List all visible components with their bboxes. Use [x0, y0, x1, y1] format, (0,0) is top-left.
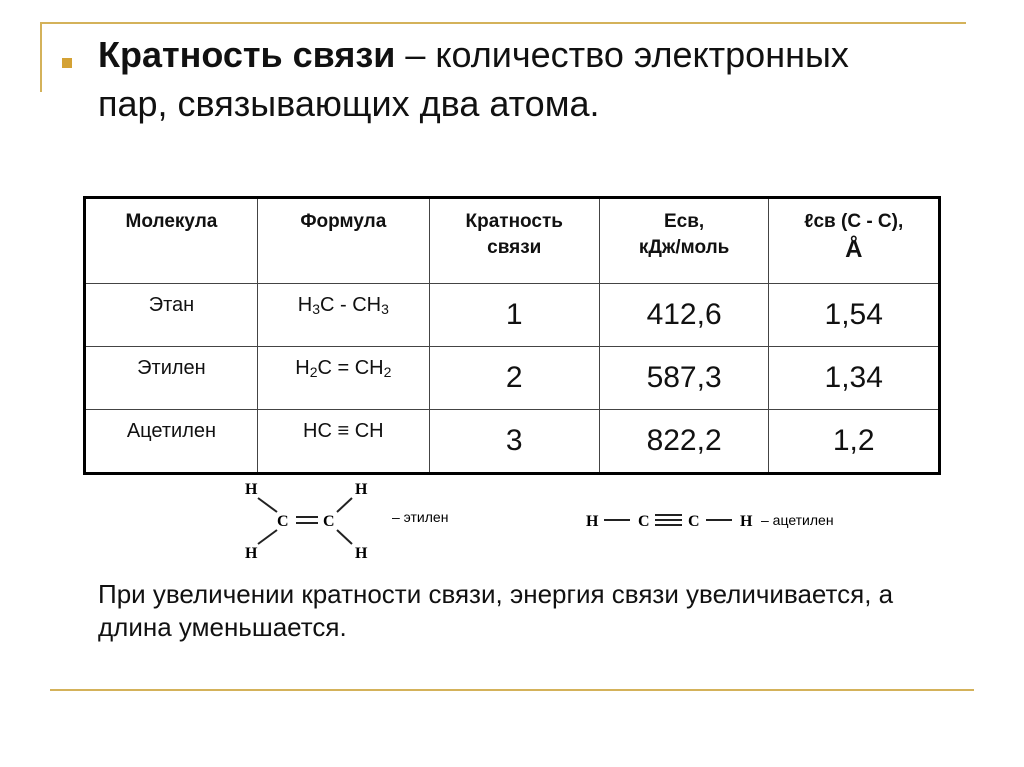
formula-part: H [295, 357, 310, 379]
molecule-name: Ацетилен [85, 410, 258, 474]
bond-multiplicity: 1 [429, 284, 599, 347]
bond-line [337, 498, 352, 512]
bond-length: 1,54 [769, 284, 940, 347]
formula-subscript: 3 [312, 301, 320, 317]
acetylene-c-right: C [688, 513, 700, 530]
bond-energy: 587,3 [599, 347, 769, 410]
header-multiplicity-line2: связи [487, 237, 542, 258]
formula-part: C - CH [319, 294, 382, 316]
bond-line [258, 498, 277, 512]
ethylene-label: – этилен [392, 509, 449, 525]
bottom-rule [50, 689, 974, 691]
header-energy-line2: кДж/моль [638, 237, 730, 258]
formula-subscript: 2 [309, 364, 318, 380]
ethylene-h-bottom-left: H [245, 545, 258, 562]
header-length-line1: ℓсв (C - C), [804, 211, 904, 232]
bond-line [337, 530, 352, 544]
bond-energy: 412,6 [599, 284, 769, 347]
formula-part: H [297, 294, 313, 316]
acetylene-structure [586, 512, 834, 530]
bond-length: 1,34 [769, 347, 940, 410]
header-formula: Формула [257, 198, 429, 284]
acetylene-h-right: H [740, 513, 753, 530]
acetylene-c-left: C [638, 513, 650, 530]
heading-term: Кратность связи [98, 34, 396, 75]
acetylene-h-left: H [586, 513, 599, 530]
formula-subscript: 2 [383, 364, 392, 380]
conclusion-text: При увеличении кратности связи, энергия связи увеличивается, а длина уменьшается. [98, 579, 894, 642]
bond-multiplicity: 2 [429, 347, 599, 410]
ethylene-structure [245, 481, 448, 562]
formula-part: C = CH [317, 357, 384, 379]
heading-definition: – количество электронных пар, связывающих два атома. [98, 34, 849, 124]
molecule-name: Этилен [85, 347, 258, 410]
bond-length: 1,2 [769, 410, 940, 474]
ethylene-c-right: C [323, 513, 335, 530]
bond-line [258, 530, 277, 544]
formula-part: HC ≡ CH [303, 420, 384, 442]
ethylene-h-bottom-right: H [355, 545, 368, 562]
header-length-line2: Å [845, 236, 863, 263]
bond-energy: 822,2 [599, 410, 769, 474]
bond-multiplicity: 3 [429, 410, 599, 474]
ethylene-h-top-left: H [245, 481, 258, 498]
ethylene-c-left: C [277, 513, 289, 530]
ethylene-h-top-right: H [355, 481, 368, 498]
header-multiplicity-line1: Кратность [465, 211, 563, 232]
formula-subscript: 3 [381, 301, 389, 317]
header-energy-line1: Eсв, [664, 211, 705, 232]
molecule-name: Этан [85, 284, 258, 347]
acetylene-label: – ацетилен [761, 512, 834, 528]
header-molecule: Молекула [85, 198, 258, 284]
